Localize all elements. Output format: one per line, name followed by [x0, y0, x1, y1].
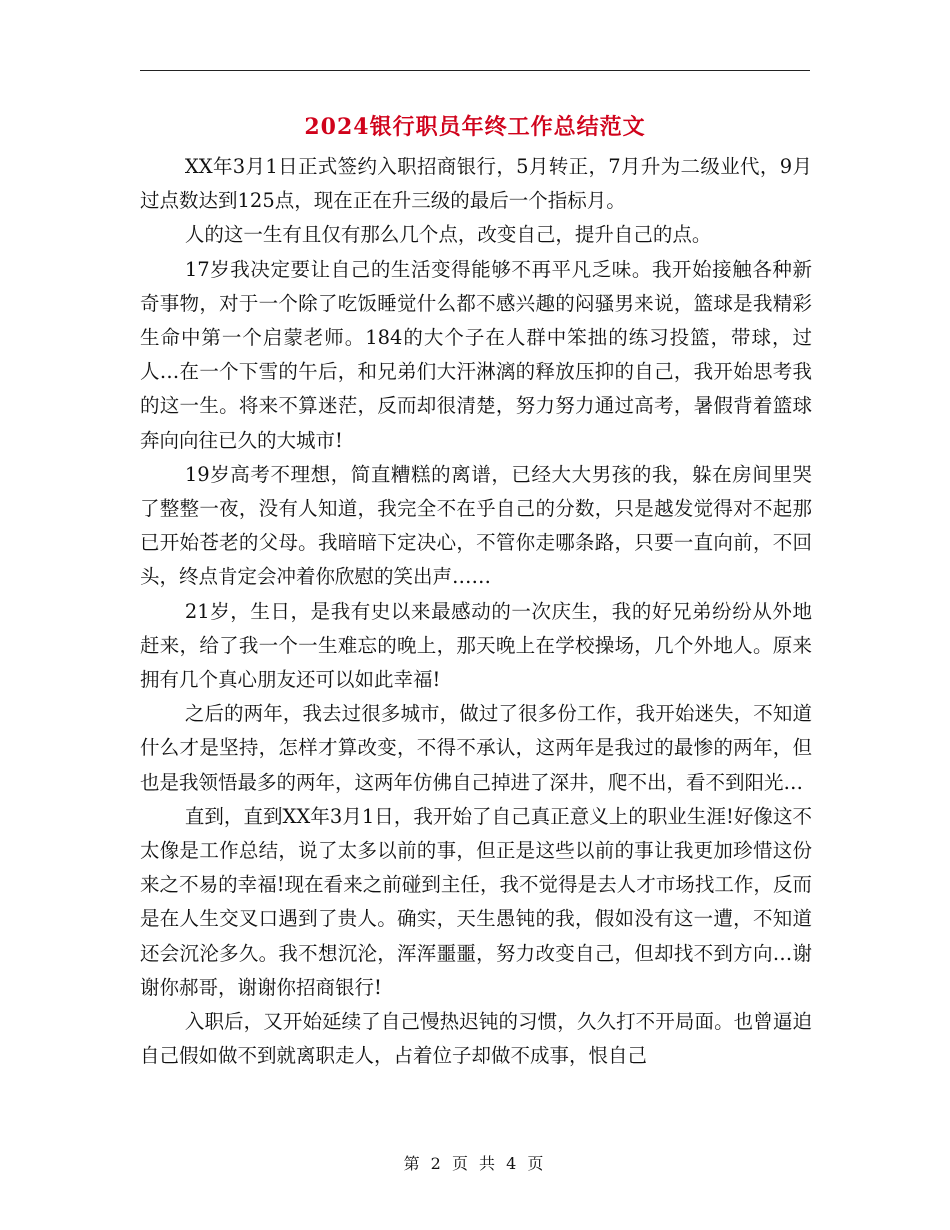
paragraph: 入职后，又开始延续了自己慢热迟钝的习惯，久久打不开局面。也曾逼迫自己假如做不到就离职走人，占着位子却做不成事，恨自己 — [140, 1010, 812, 1068]
document-body — [140, 150, 812, 1073]
page-footer: 第 2 页 共 4 页 — [403, 1154, 547, 1173]
paragraph: 人的这一生有且仅有那么几个点，改变自己，提升自己的点。 — [184, 223, 712, 247]
document-title: 2024银行职员年终工作总结范文 — [304, 114, 646, 140]
paragraph: 直到，直到XX年3月1日，我开始了自己真正意义上的职业生涯!好像这不太像是工作总结，说了太多以前的事，但正是这些以前的事让我更加珍惜这份来之不易的幸福!现在看来之前碰到主任，我不觉得是去人才市场找工作，反而是在人生交叉口遇到了贵人。确实，天生愚钝的我，假如没有这一遭，不知道还会沉沦多久。我不想沉沦，浑浑噩噩，努力改变自己，但却找不到方向…谢谢你郝哥，谢谢你招商银行! — [140, 804, 812, 999]
header-rule — [140, 70, 810, 71]
paragraph: XX年3月1日正式签约入职招商银行，5月转正，7月升为二级业代，9月过点数达到125点，现在正在升三级的最后一个指标月。 — [140, 155, 812, 213]
paragraph: 21岁，生日，是我有史以来最感动的一次庆生，我的好兄弟纷纷从外地赶来，给了我一个一生难忘的晚上，那天晚上在学校操场，几个外地人。原来拥有几个真心朋友还可以如此幸福! — [140, 599, 812, 692]
paragraph: 17岁我决定要让自己的生活变得能够不再平凡乏味。我开始接触各种新奇事物，对于一个除了吃饭睡觉什么都不感兴趣的闷骚男来说，篮球是我精彩生命中第一个启蒙老师。184的大个子在人群中笨拙的练习投篮，带球，过人…在一个下雪的午后，和兄弟们大汗淋漓的释放压抑的自己，我开始思考我的这一生。将来不算迷茫，反而却很清楚，努力努力通过高考，暑假背着篮球奔向向往已久的大城市! — [140, 257, 812, 452]
paragraph: 19岁高考不理想，简直糟糕的离谱，已经大大男孩的我，躲在房间里哭了整整一夜，没有人知道，我完全不在乎自己的分数，只是越发觉得对不起那已开始苍老的父母。我暗暗下定决心，不管你走哪条路，只要一直向前，不回头，终点肯定会冲着你欣慰的笑出声…… — [140, 462, 812, 589]
paragraph: 之后的两年，我去过很多城市，做过了很多份工作，我开始迷失，不知道什么才是坚持，怎样才算改变，不得不承认，这两年是我过的最惨的两年，但也是我领悟最多的两年，这两年仿佛自己掉进了深井，爬不出，看不到阳光… — [140, 702, 812, 794]
